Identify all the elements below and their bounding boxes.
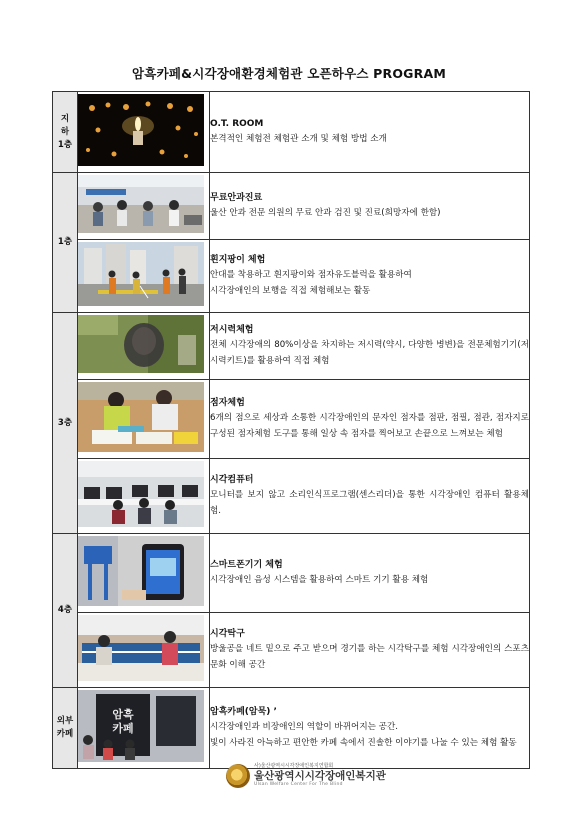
footer-logo [226,762,386,792]
logo-seal-icon [226,764,250,788]
program-desc [210,92,530,173]
table-row [53,613,530,688]
cafe-sign-line2: 카페 [112,722,134,735]
program-desc [210,313,530,380]
program-desc [210,613,530,688]
org-english-name: Ulsan Welfare Center For The Blind [254,782,343,787]
program-name: O.T. ROOM [210,118,264,129]
table-row [53,92,530,173]
org-name: 울산광역시시각장애인복지관 [254,770,386,782]
program-desc [210,688,530,769]
program-name: 시각컴퓨터 [210,474,254,485]
org-small-name: 사)울산광역시시각장애인복지연합회 [254,763,334,769]
table-row [53,173,530,240]
floor-label: 지 하 1층 [53,92,78,173]
computer-room-image [78,461,204,527]
floor-label: 외부 카페 [53,688,78,769]
program-text: 안대를 착용하고 흰지팡이와 점자유도블럭을 활용하여 시각장애인의 보행을 직접 체험해보는 활동 [210,270,412,296]
table-row [53,534,530,613]
program-text: 전체 시각장애의 80%이상을 차지하는 저시력(약시, 다양한 병변)을 전문체험기기(저시력키트)를 활용하여 직접 체험 [210,340,529,366]
dark-cafe-image [78,690,204,762]
photo-eye-clinic [78,173,210,240]
program-name: 점자체험 [210,397,245,408]
table-row [53,240,530,313]
photo-braille [78,380,210,459]
program-text: 모니터를 보지 않고 소리인식프로그램(센스리더)을 통한 시각장애인 컴퓨터 활용체험. [210,490,529,516]
program-desc [210,173,530,240]
program-name: 스마트폰기기 체험 [210,559,283,570]
braille-image [78,382,204,452]
program-name: 시각탁구 [210,628,245,639]
program-desc [210,380,530,459]
eye-clinic-image [78,175,204,233]
floor-label: 1층 [53,173,78,313]
photo-computer [78,459,210,534]
program-text: 6개의 점으로 세상과 소통한 시각장애인의 문자인 점자를 점판, 점필, 점관, 점자지로 구성된 점자체험 도구를 통해 일상 속 점자를 찍어보고 손끝으로 느껴보는 체험 [210,413,529,439]
page-title: 암흑카페&시각장애환경체험관 오픈하우스 PROGRAM [132,66,446,81]
table-row [53,688,530,769]
program-name: 무료안과진료 [210,192,263,203]
smartphone-image [78,536,204,606]
program-text: 본격적인 체험전 체험관 소개 및 체험 방법 소개 [210,134,387,144]
program-text: 방울공을 네트 밑으로 주고 받으며 경기를 하는 시각탁구를 체험 시각장애인의 스포츠문화 이해 공간 [210,644,529,670]
cafe-sign-line1: 암흑 [112,708,134,721]
photo-table-tennis [78,613,210,688]
table-row [53,380,530,459]
program-name: 암흑카페(암묵) ’ [210,706,277,717]
table-row [53,459,530,534]
program-name: 저시력체험 [210,324,254,335]
candle-light-image [78,94,204,166]
program-text: 울산 안과 전문 의원의 무료 안과 검진 및 진료(희망자에 한함) [210,208,441,218]
white-cane-image [78,242,204,306]
program-desc [210,459,530,534]
table-row [53,313,530,380]
photo-smartphone [78,534,210,613]
program-table [52,91,530,769]
photo-candles [78,92,210,173]
photo-white-cane [78,240,210,313]
showdown-tennis-image [78,615,204,681]
program-desc [210,240,530,313]
program-name: 흰지팡이 체험 [210,254,266,265]
photo-low-vision [78,313,210,380]
floor-label: 3층 [53,313,78,534]
low-vision-image [78,315,204,373]
program-text: 시각장애인 음성 시스템을 활용하여 스마트 기기 활용 체험 [210,575,429,585]
program-text: 시각장애인과 비장애인의 역할이 바뀌어지는 공간. 빛이 사라진 아늑하고 편안한 카페 속에서 진솔한 이야기를 나눌 수 있는 체험 활동 [210,722,517,748]
photo-dark-cafe [78,688,210,769]
floor-label: 4층 [53,534,78,688]
program-desc [210,534,530,613]
